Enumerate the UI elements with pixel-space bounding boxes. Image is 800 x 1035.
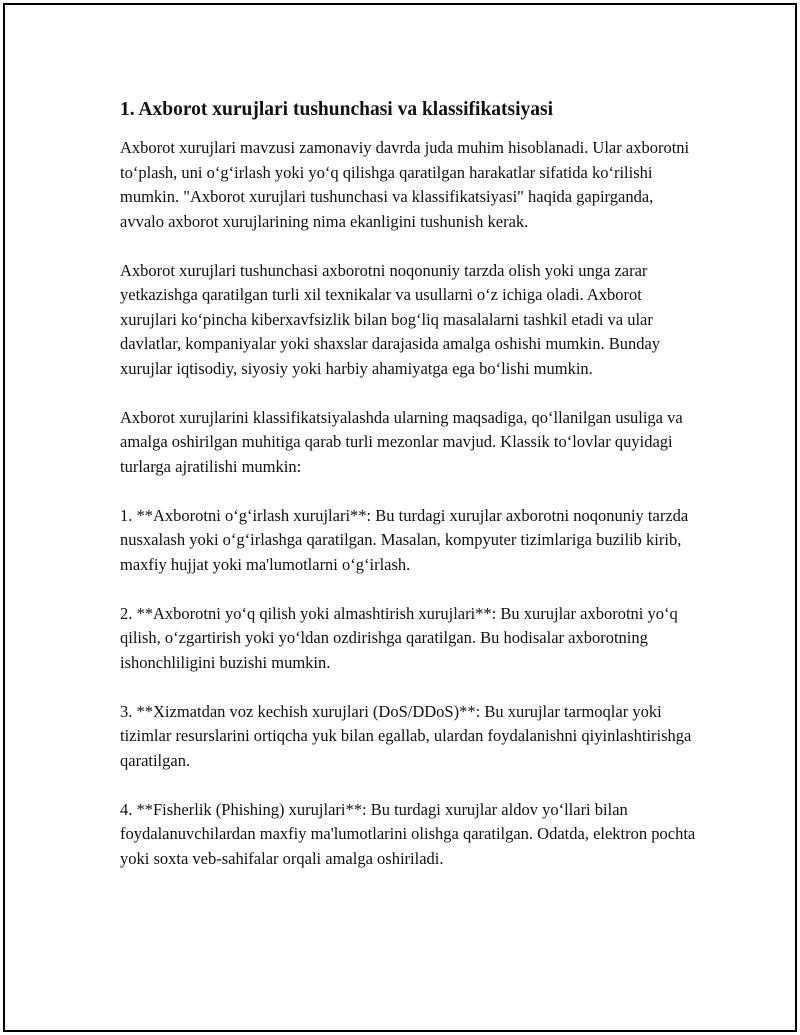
paragraph-intro: Axborot xurujlari mavzusi zamonaviy davrda juda muhim hisoblanadi. Ular axborotni to‘plash, uni o‘g‘irlash yoki yo‘q qilishga qaratilgan harakatlar sifatida ko‘rilishi mumkin. "Axborot xurujlari tushunchasi va klassifikatsiyasi" haqida gapirganda, avvalo axborot xurujlarining nima ekanligini tushunish kerak. — [120, 138, 690, 231]
paragraph-concept: Axborot xurujlari tushunchasi axborotni noqonuniy tarzda olish yoki unga zarar yetkazishga qaratilgan turli xil texnikalar va usullarni o‘z ichiga oladi. Axborot xurujlari ko‘pincha kiberxavfsizlik bilan bog‘liq masalalarni tashkil etadi va ular davlatlar, kompaniyalar yoki shaxslar darajasida amalga oshishi mumkin. Bunday xurujlar iqtisodiy, siyosiy yoki harbiy ahamiyatga ega bo‘lishi mumkin. — [120, 260, 661, 378]
list-item-phishing: 4. **Fisherlik (Phishing) xurujlari**: Bu turdagi xurujlar aldov yo‘llari bilan foydalanuvchilardan maxfiy ma'lumotlarini olishga qaratilgan. Odatda, elektron pochta yoki soxta veb-sahifalar orqali amalga oshiriladi. — [120, 799, 696, 868]
document-page — [3, 3, 797, 1032]
document-title: 1. Axborot xurujlari tushunchasi va klassifikatsiyasi — [120, 99, 554, 120]
list-item-theft: 1. **Axborotni o‘g‘irlash xurujlari**: Bu turdagi xurujlar axborotni noqonuniy tarzda nusxalash yoki o‘g‘irlashga qaratilgan. Masalan, kompyuter tizimlariga buzilib kirib, maxfiy hujjat yoki ma'lumotlarni o‘g‘irlash. — [120, 505, 689, 574]
document-body — [120, 98, 700, 896]
list-item-dos: 3. **Xizmatdan voz kechish xurujlari (DoS/DDoS)**: Bu xurujlar tarmoqlar yoki tizimlar resurslarini ortiqcha yuk bilan egallab, ulardan foydalanishni qiyinlashtirishga qaratilgan. — [120, 701, 692, 770]
paragraph-classification: Axborot xurujlarini klassifikatsiyalashda ularning maqsadiga, qo‘llanilgan usuliga va amalga oshirilgan muhitiga qarab turli mezonlar mavjud. Klassik to‘lovlar quyidagi turlarga ajratilishi mumkin: — [120, 407, 683, 476]
list-item-destruction: 2. **Axborotni yo‘q qilish yoki almashtirish xurujlari**: Bu xurujlar axborotni yo‘q qilish, o‘zgartirish yoki yo‘ldan ozdirishga qaratilgan. Bu hodisalar axborotning ishonchliligini buzishi mumkin. — [120, 603, 678, 672]
